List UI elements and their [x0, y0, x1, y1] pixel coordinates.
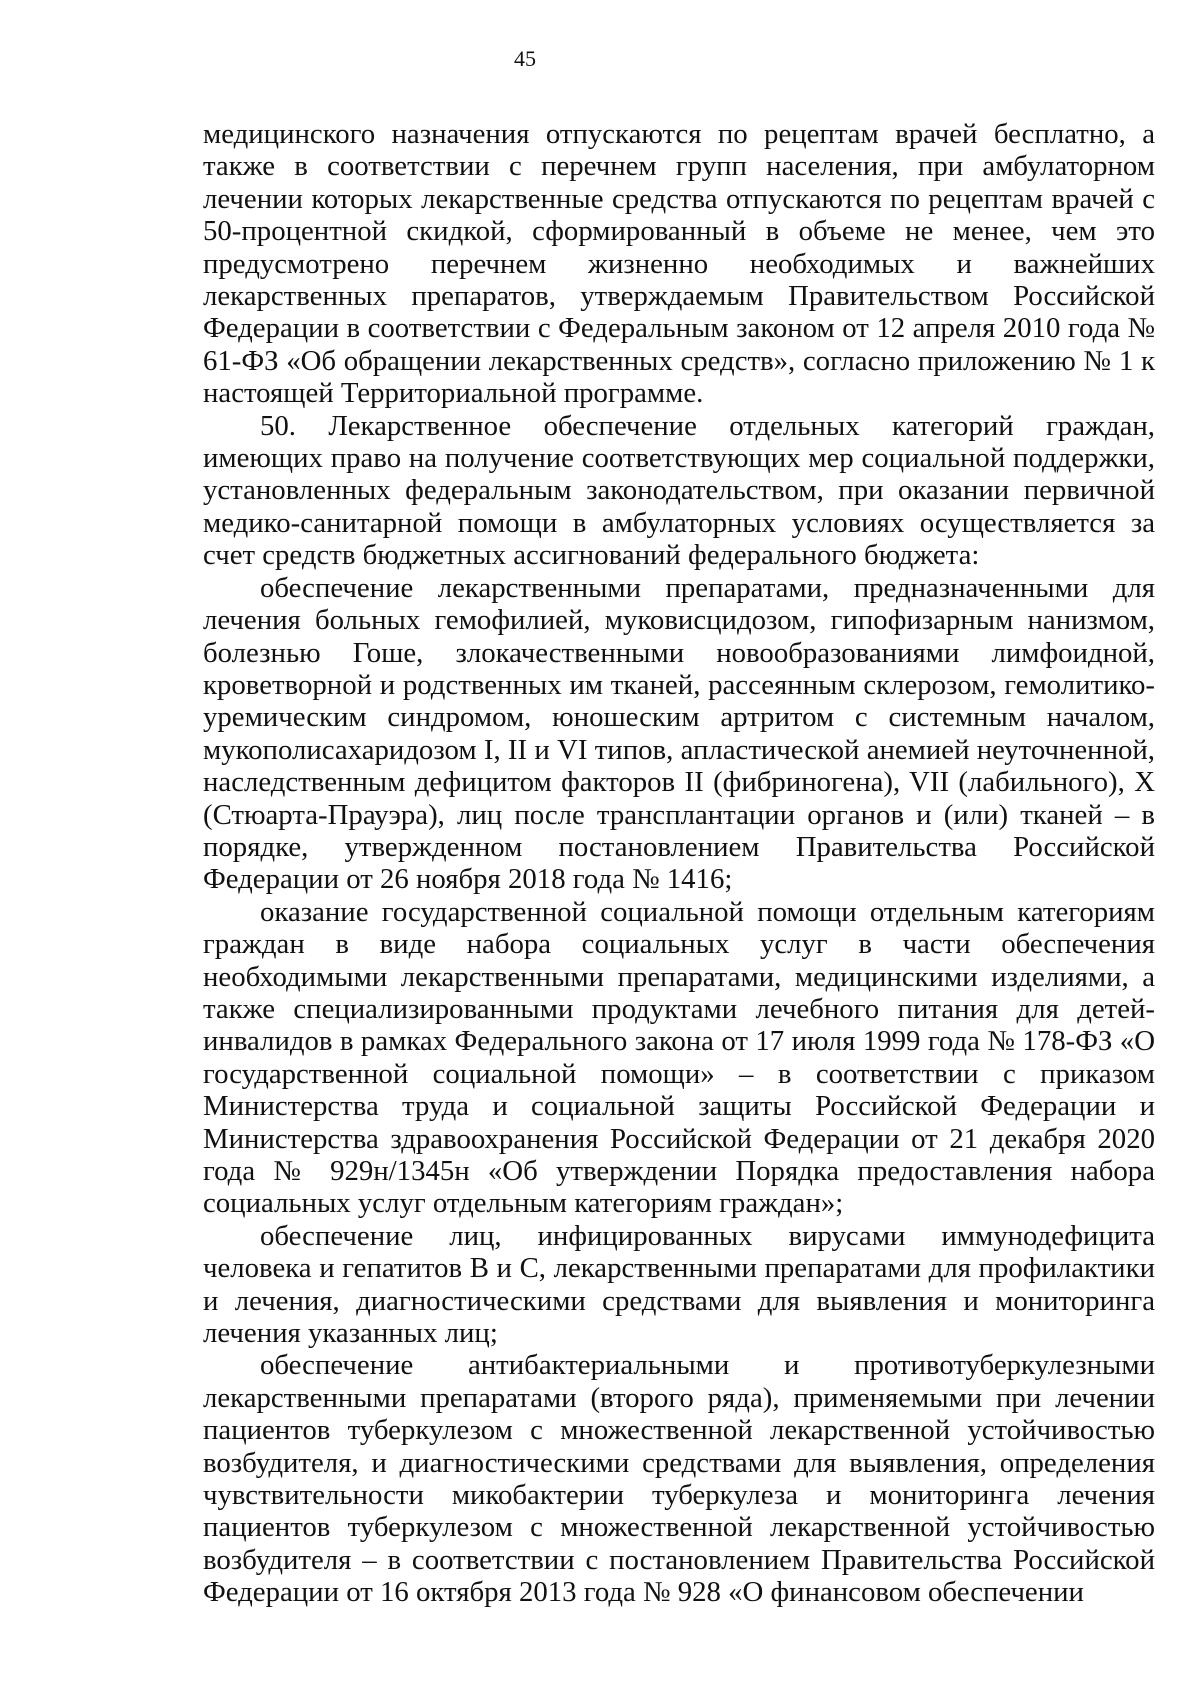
- paragraph-hiv-hepatitis: обеспечение лиц, инфицированных вирусами иммунодефицита человека и гепатитов B и C, лекарственными препаратами для профилактики и лечения, диагностическими средствами для выявления и мониторинга лечения указанных лиц;: [203, 1219, 1155, 1350]
- paragraph-rare-diseases: обеспечение лекарственными препаратами, предназначенными для лечения больных гемофилией, муковисцидозом, гипофизарным нанизмом, болезнью Гоше, злокачественными новообразованиями лимфоидной, кроветворной и родственных им тканей, рассеянным склерозом, гемолитико-уремическим синдромом, юношеским артритом с системным началом, мукополисахаридозом I, II и VI типов, апластической анемией неуточненной, наследственным дефицитом факторов II (фибриногена), VII (лабильного), X (Стюарта-Прауэра), лиц после трансплантации органов и (или) тканей – в порядке, утвержденном постановлением Правительства Российской Федерации от 26 ноября 2018 года № 1416;: [203, 571, 1155, 896]
- page-number: 45: [514, 46, 536, 71]
- body-text: [203, 118, 1155, 1609]
- paragraph-item-50: 50. Лекарственное обеспечение отдельных категорий граждан, имеющих право на получение соответствующих мер социальной поддержки, установленных федеральным законодательством, при оказании первичной медико-санитарной помощи в амбулаторных условиях осуществляется за счет средств бюджетных ассигнований федерального бюджета:: [203, 409, 1155, 572]
- paragraph-tuberculosis: обеспечение антибактериальными и противотуберкулезными лекарственными препаратами (второго ряда), применяемыми при лечении пациентов туберкулезом с множественной лекарственной устойчивостью возбудителя, и диагностическими средствами для выявления, определения чувствительности микобактерии туберкулеза и мониторинга лечения пациентов туберкулезом с множественной лекарственной устойчивостью возбудителя – в соответствии с постановлением Правительства Российской Федерации от 16 октября 2013 года № 928 «О финансовом обеспечении: [203, 1349, 1155, 1609]
- paragraph-continuation: медицинского назначения отпускаются по рецептам врачей бесплатно, а также в соответствии с перечнем групп населения, при амбулаторном лечении которых лекарственные средства отпускаются по рецептам врачей с 50-процентной скидкой, сформированный в объеме не менее, чем это предусмотрено перечнем жизненно необходимых и важнейших лекарственных препаратов, утверждаемым Правительством Российской Федерации в соответствии с Федеральным законом от 12 апреля 2010 года № 61-ФЗ «Об обращении лекарственных средств», согласно приложению № 1 к настоящей Территориальной программе.: [203, 118, 1155, 410]
- paragraph-social-services: оказание государственной социальной помощи отдельным категориям граждан в виде набора социальных услуг в части обеспечения необходимыми лекарственными препаратами, медицинскими изделиями, а также специализированными продуктами лечебного питания для детей-инвалидов в рамках Федерального закона от 17 июля 1999 года № 178-ФЗ «О государственной социальной помощи» – в соответствии с приказом Министерства труда и социальной защиты Российской Федерации и Министерства здравоохранения Российской Федерации от 21 декабря 2020 года № 929н/1345н «Об утверждении Порядка предоставления набора социальных услуг отдельным категориям граждан»;: [203, 895, 1155, 1220]
